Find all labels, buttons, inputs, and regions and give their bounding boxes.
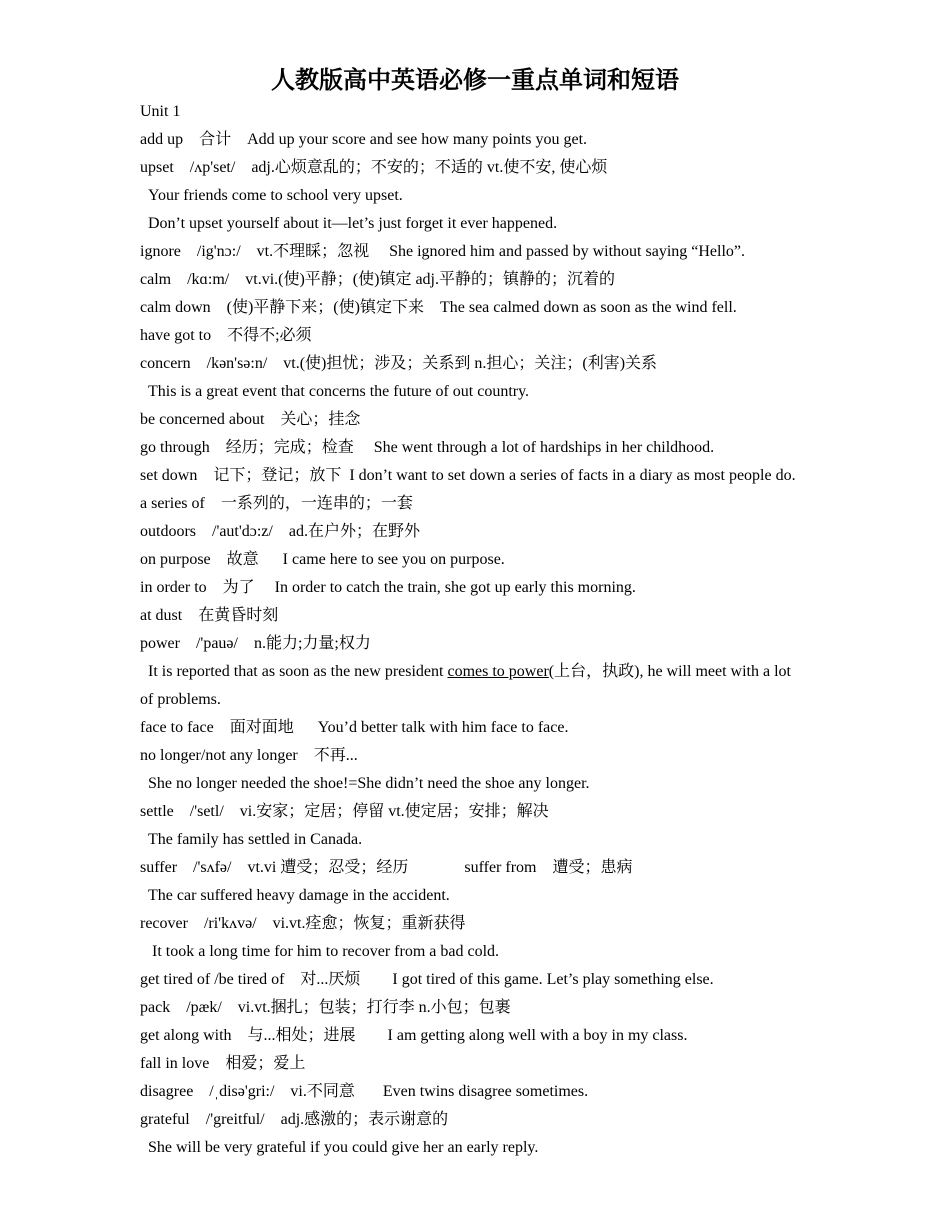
entry-face-to-face: face to face 面对面地 You’d better talk with him face to face. [140,719,569,736]
example-line-power [148,662,791,682]
entry-get-tired-of: get tired of /be tired of 对...厌烦 I got tired of this game. Let’s play something else. [140,971,714,988]
entry-add-up: add up 合计 Add up your score and see how many points you get. [140,131,588,148]
example-text: (上台，执政), he will meet with a lot [548,663,791,680]
entry-calm-down: calm down (使)平静下来；(使)镇定下来 The sea calmed down as soon as the wind fell. [140,299,737,316]
entry-on-purpose: on purpose 故意 I came here to see you on purpose. [140,551,505,568]
entry-settle: settle /'setl/ vi.安家；定居；停留 vt.使定居；安排；解决 [140,803,549,820]
entry-grateful: grateful /'greitful/ adj.感激的；表示谢意的 [140,1111,449,1128]
example-line: She will be very grateful if you could give her an early reply. [148,1139,539,1156]
example-line-continued: of problems. [140,691,221,708]
example-text: It is reported that as soon as the new president [148,663,448,680]
entry-be-concerned-about: be concerned about 关心；挂念 [140,411,361,428]
entry-concern: concern /kən'sə:n/ vt.(使)担忧；涉及；关系到 n.担心；关注；(利害)关系 [140,355,658,372]
entry-have-got-to: have got to 不得不;必须 [140,327,312,344]
page-title: 人教版高中英语必修一重点单词和短语 [271,68,679,94]
example-line: She no longer needed the shoe!=She didn’t need the shoe any longer. [148,775,590,792]
entry-pack: pack /pæk/ vi.vt.捆扎；包装；打行李 n.小包；包裹 [140,999,511,1016]
entry-outdoors: outdoors /'aut'dɔ:z/ ad.在户外；在野外 [140,523,420,540]
entry-at-dust: at dust 在黄昏时刻 [140,607,279,624]
entry-power: power /'pauə/ n.能力;力量;权力 [140,635,371,652]
example-line: The car suffered heavy damage in the accident. [148,887,450,904]
entry-no-longer: no longer/not any longer 不再... [140,747,358,764]
entry-suffer: suffer /'sʌfə/ vt.vi 遭受；忍受；经历 suffer from 遭受；患病 [140,859,633,876]
entry-in-order-to: in order to 为了 In order to catch the train, she got up early this morning. [140,579,636,596]
entry-get-along-with: get along with 与...相处；进展 I am getting along well with a boy in my class. [140,1027,688,1044]
example-line: Your friends come to school very upset. [148,187,403,204]
example-line: Don’t upset yourself about it—let’s just forget it ever happened. [148,215,558,232]
example-line: This is a great event that concerns the future of out country. [148,383,530,400]
entry-calm: calm /kɑ:m/ vt.vi.(使)平静；(使)镇定 adj.平静的；镇静的；沉着的 [140,271,615,288]
entry-upset: upset /ʌp'set/ adj.心烦意乱的；不安的；不适的 vt.使不安, 使心烦 [140,159,608,176]
example-line: The family has settled in Canada. [148,831,363,848]
entry-a-series-of: a series of 一系列的，一连串的；一套 [140,495,413,512]
entry-fall-in-love: fall in love 相爱；爱上 [140,1055,306,1072]
underlined-phrase: comes to power [447,663,549,680]
entry-disagree: disagree /ˌdisə'gri:/ vi.不同意 Even twins disagree sometimes. [140,1083,589,1100]
entry-recover: recover /ri'kʌvə/ vi.vt.痊愈；恢复；重新获得 [140,915,466,932]
entry-go-through: go through 经历；完成；检查 She went through a lot of hardships in her childhood. [140,439,715,456]
entry-set-down: set down 记下；登记；放下 I don’t want to set down a series of facts in a diary as most people do. [140,467,796,484]
unit-heading: Unit 1 [140,103,181,120]
example-line: It took a long time for him to recover from a bad cold. [152,943,500,960]
entry-ignore: ignore /ig'nɔ:/ vt.不理睬；忽视 She ignored him and passed by without saying “Hello”. [140,243,746,260]
